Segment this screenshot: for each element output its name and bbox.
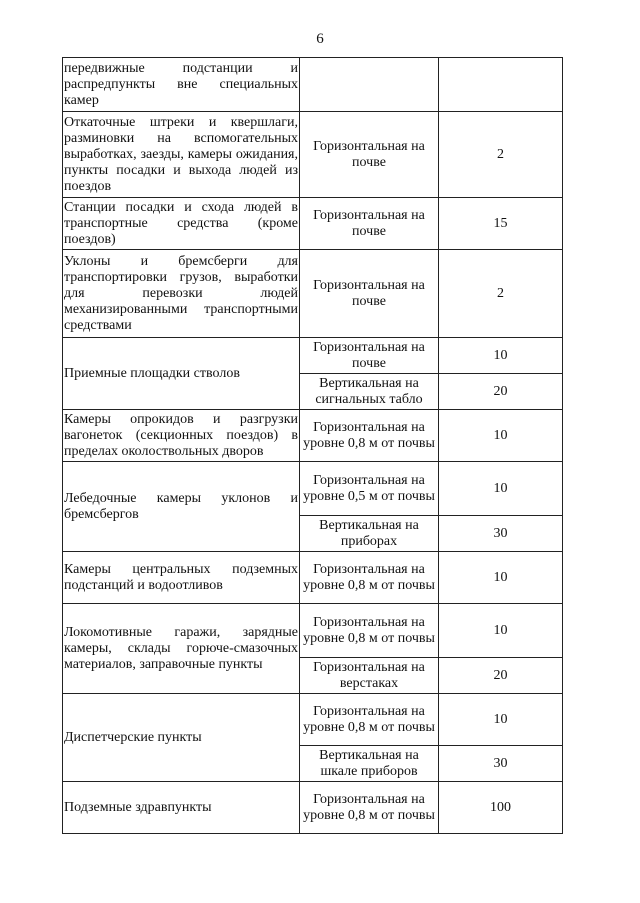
- lighting-plane-cell: Горизонтальная на почве: [300, 338, 439, 374]
- illuminance-value-cell: 2: [439, 250, 563, 338]
- lighting-plane-cell: Горизонтальная на уровне 0,8 м от почвы: [300, 604, 439, 658]
- illuminance-value-cell: 20: [439, 374, 563, 410]
- lighting-plane-cell: Горизонтальная на почве: [300, 112, 439, 198]
- lighting-plane-cell: Горизонтальная на почве: [300, 198, 439, 250]
- table-row: [63, 552, 563, 604]
- illuminance-value-cell: 10: [439, 552, 563, 604]
- page-number: 6: [316, 31, 324, 47]
- table-row: [63, 250, 563, 338]
- table-row: [63, 338, 563, 374]
- workplace-cell: Локомотивные гаражи, зарядные камеры, склады горюче-смазочных материалов, заправочные пункты: [63, 604, 300, 694]
- workplace-cell: Станции посадки и схода людей в транспортные средства (кроме поездов): [63, 198, 300, 250]
- table-row: [63, 112, 563, 198]
- lighting-plane-cell: Горизонтальная на уровне 0,8 м от почвы: [300, 694, 439, 746]
- table-row: [63, 462, 563, 516]
- illuminance-value-cell: 10: [439, 694, 563, 746]
- table-row: [63, 782, 563, 834]
- workplace-cell: Камеры центральных подземных подстанций и водоотливов: [63, 552, 300, 604]
- table-row: [63, 198, 563, 250]
- lighting-plane-cell: Горизонтальная на уровне 0,8 м от почвы: [300, 782, 439, 834]
- lighting-plane-cell: Горизонтальная на уровне 0,5 м от почвы: [300, 462, 439, 516]
- workplace-cell: Подземные здравпункты: [63, 782, 300, 834]
- workplace-cell: Откаточные штреки и квершлаги, разминовки на вспомогательных выработках, заезды, камеры ожидания, пункты посадки и выхода людей из поездов: [63, 112, 300, 198]
- lighting-plane-cell: [300, 58, 439, 112]
- workplace-cell: Диспетчерские пункты: [63, 694, 300, 782]
- illuminance-value-cell: 10: [439, 410, 563, 462]
- illuminance-value-cell: 20: [439, 658, 563, 694]
- lighting-plane-cell: Вертикальная на приборах: [300, 516, 439, 552]
- workplace-cell: Камеры опрокидов и разгрузки вагонеток (секционных поездов) в пределах околоствольных дворов: [63, 410, 300, 462]
- workplace-cell: Приемные площадки стволов: [63, 338, 300, 410]
- lighting-plane-cell: Горизонтальная на уровне 0,8 м от почвы: [300, 410, 439, 462]
- table-row: [63, 694, 563, 746]
- workplace-cell: передвижные подстанции и распредпункты вне специальных камер: [63, 58, 300, 112]
- workplace-cell: Лебедочные камеры уклонов и бремсбергов: [63, 462, 300, 552]
- lighting-plane-cell: Горизонтальная на уровне 0,8 м от почвы: [300, 552, 439, 604]
- illuminance-value-cell: [439, 58, 563, 112]
- illuminance-value-cell: 2: [439, 112, 563, 198]
- illuminance-value-cell: 30: [439, 516, 563, 552]
- lighting-plane-cell: Вертикальная на шкале приборов: [300, 746, 439, 782]
- table-row: [63, 604, 563, 658]
- illuminance-value-cell: 30: [439, 746, 563, 782]
- illumination-norms-table: [62, 57, 563, 834]
- illuminance-value-cell: 10: [439, 338, 563, 374]
- lighting-plane-cell: Горизонтальная на почве: [300, 250, 439, 338]
- illuminance-value-cell: 100: [439, 782, 563, 834]
- illuminance-value-cell: 15: [439, 198, 563, 250]
- lighting-plane-cell: Вертикальная на сигнальных табло: [300, 374, 439, 410]
- table-row: [63, 58, 563, 112]
- illuminance-value-cell: 10: [439, 462, 563, 516]
- lighting-plane-cell: Горизонтальная на верстаках: [300, 658, 439, 694]
- workplace-cell: Уклоны и бремсберги для транспортировки грузов, выработки для перевозки людей механизированными транспортными средствами: [63, 250, 300, 338]
- table-row: [63, 410, 563, 462]
- illuminance-value-cell: 10: [439, 604, 563, 658]
